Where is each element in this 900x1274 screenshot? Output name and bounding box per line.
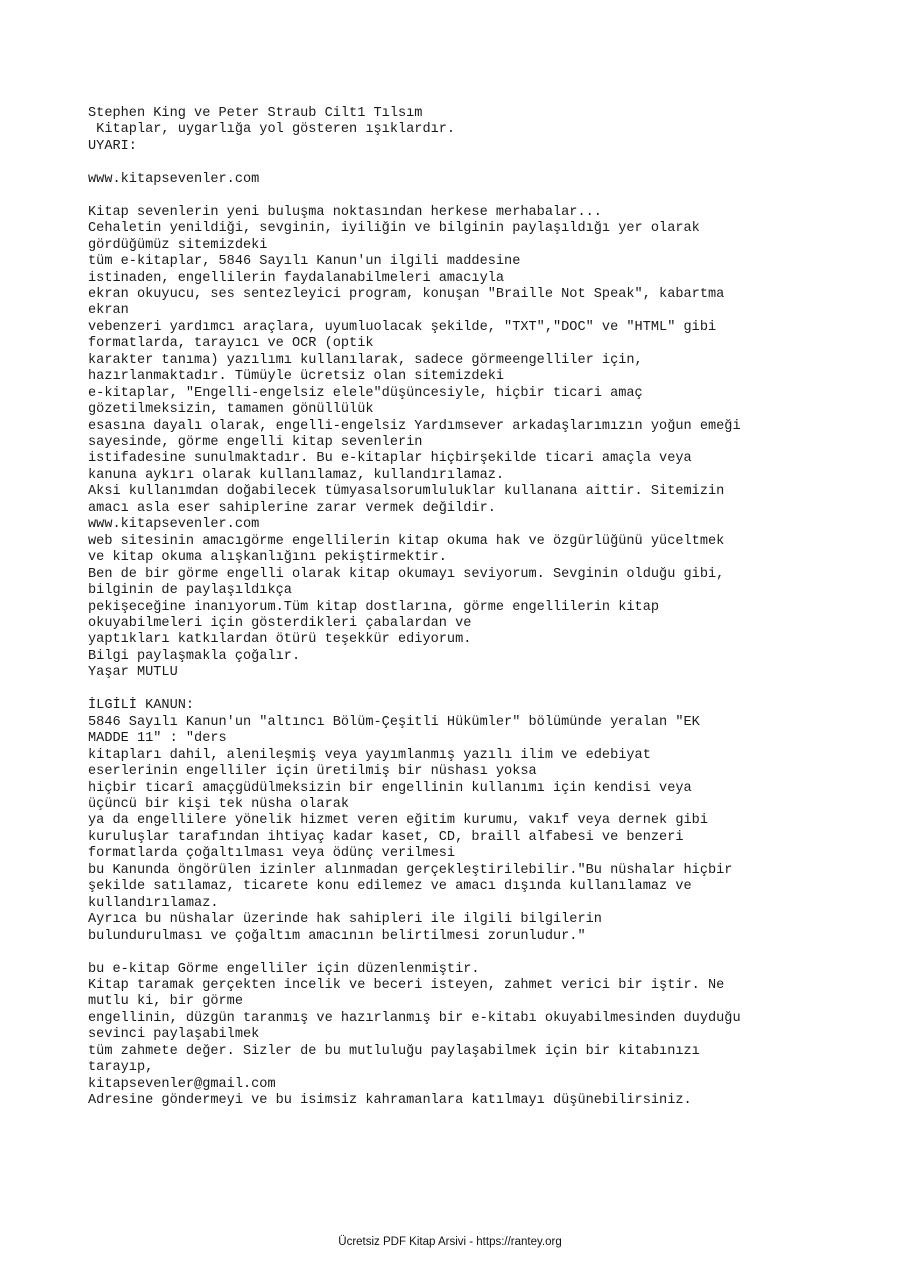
blank-line xyxy=(88,155,878,171)
text-line: İLGİLİ KANUN: xyxy=(88,698,195,714)
blank-line xyxy=(88,682,878,698)
text-line: 5846 Sayılı Kanun'un "altıncı Bölüm-Çeşitli Hükümler" bölümünde yeralan "EK xyxy=(88,714,700,730)
text-line: UYARI: xyxy=(88,138,137,154)
text-line: kitapsevenler@gmail.com xyxy=(88,1076,276,1092)
blank-line xyxy=(88,945,878,961)
text-line: şekilde satılamaz, ticarete konu edilemez ve amacı dışında kullanılamaz ve xyxy=(88,879,692,895)
text-line: karakter tanıma) yazılımı kullanılarak, sadece görmeengelliler için, xyxy=(88,352,643,368)
text-line: www.kitapsevenler.com xyxy=(88,171,260,187)
text-line: ekran xyxy=(88,303,129,319)
text-line: Adresine göndermeyi ve bu isimsiz kahramanlara katılmayı düşünebilirsiniz. xyxy=(88,1093,692,1109)
text-line: mutlu ki, bir görme xyxy=(88,994,243,1010)
text-line: esasına dayalı olarak, engelli-engelsiz Yardımsever arkadaşlarımızın yoğun emeği xyxy=(88,418,741,434)
text-line: Bilgi paylaşmakla çoğalır. xyxy=(88,648,301,664)
text-line: yaptıkları katkılardan ötürü teşekkür ediyorum. xyxy=(88,632,472,648)
text-line: kitapları dahil, alenileşmiş veya yayımlanmış yazılı ilim ve edebiyat xyxy=(88,747,651,763)
text-line: okuyabilmeleri için gösterdikleri çabalardan ve xyxy=(88,616,472,632)
text-line: sayesinde, görme engelli kitap sevenlerin xyxy=(88,435,423,451)
text-line: Yaşar MUTLU xyxy=(88,665,178,681)
text-line: eserlerinin engelliler için üretilmiş bir nüshası yoksa xyxy=(88,764,537,780)
text-line: hazırlanmaktadır. Tümüyle ücretsiz olan sitemizdeki xyxy=(88,369,505,385)
text-line: istinaden, engellilerin faydalanabilmeleri amacıyla xyxy=(88,270,505,286)
text-line: engellinin, düzgün taranmış ve hazırlanmış bir e-kitabı okuyabilmesinden duyduğu xyxy=(88,1010,741,1026)
text-line: hiçbir ticarî amaçgüdülmeksizin bir engellinin kullanımı için kendisi veya xyxy=(88,780,692,796)
blank-line xyxy=(88,188,878,204)
text-line: kanuna aykırı olarak kullanılamaz, kullandırılamaz. xyxy=(88,467,505,483)
text-line: formatlarda, tarayıcı ve OCR (optik xyxy=(88,336,374,352)
text-line: gördüğümüz sitemizdeki xyxy=(88,237,268,253)
text-line: e-kitaplar, "Engelli-engelsiz elele"düşüncesiyle, hiçbir ticari amaç xyxy=(88,385,643,401)
text-line: ya da engellilere yönelik hizmet veren eğitim kurumu, vakıf veya dernek gibi xyxy=(88,813,708,829)
text-line: Kitap taramak gerçekten incelik ve beceri isteyen, zahmet verici bir iştir. Ne xyxy=(88,977,725,993)
document-body xyxy=(88,106,878,1110)
text-line: tüm e-kitaplar, 5846 Sayılı Kanun'un ilgili maddesine xyxy=(88,254,521,270)
text-line: bilginin de paylaşıldıkça xyxy=(88,583,292,599)
text-line: kuruluşlar tarafından ihtiyaç kadar kaset, CD, braill alfabesi ve benzeri xyxy=(88,829,684,845)
text-line: Kitaplar, uygarlığa yol gösteren ışıklardır. xyxy=(88,122,456,138)
text-line: MADDE 11" : "ders xyxy=(88,731,227,747)
text-line: Kitap sevenlerin yeni buluşma noktasından herkese merhabalar... xyxy=(88,204,602,220)
text-line: bu Kanunda öngörülen izinler alınmadan gerçekleştirilebilir."Bu nüshalar hiçbir xyxy=(88,862,733,878)
text-line: tüm zahmete değer. Sizler de bu mutluluğu paylaşabilmek için bir kitabınızı xyxy=(88,1043,700,1059)
text-line: ekran okuyucu, ses sentezleyici program, konuşan "Braille Not Speak", kabartma xyxy=(88,286,725,302)
text-line: pekişeceğine inanıyorum.Tüm kitap dostlarına, görme engellilerin kitap xyxy=(88,599,660,615)
text-line: amacı asla eser sahiplerine zarar vermek değildir. xyxy=(88,500,496,516)
text-line: web sitesinin amacıgörme engellilerin kitap okuma hak ve özgürlüğünü yüceltmek xyxy=(88,533,725,549)
text-line: Stephen King ve Peter Straub Cilt1 Tılsım xyxy=(88,106,423,121)
text-line: istifadesine sunulmaktadır. Bu e-kitaplar hiçbirşekilde ticari amaçla veya xyxy=(88,451,692,467)
text-line: Ayrıca bu nüshalar üzerinde hak sahipleri ile ilgili bilgilerin xyxy=(88,912,602,928)
text-line: formatlarda çoğaltılması veya ödünç verilmesi xyxy=(88,846,456,862)
text-line: üçüncü bir kişi tek nüsha olarak xyxy=(88,796,350,812)
text-line: Ben de bir görme engelli olarak kitap okumayı seviyorum. Sevginin olduğu gibi, xyxy=(88,566,725,582)
text-line: Aksi kullanımdan doğabilecek tümyasalsorumluluklar kullanana aittir. Sitemizin xyxy=(88,484,725,500)
text-line: sevinci paylaşabilmek xyxy=(88,1027,260,1043)
text-line: kullandırılamaz. xyxy=(88,895,219,911)
text-line: bulundurulması ve çoğaltım amacının belirtilmesi zorunludur." xyxy=(88,928,586,944)
text-line: vebenzeri yardımcı araçlara, uyumluolacak şekilde, "TXT","DOC" ve "HTML" gibi xyxy=(88,319,717,335)
text-line: bu e-kitap Görme engelliler için düzenlenmiştir. xyxy=(88,961,480,977)
page-footer: Ücretsiz PDF Kitap Arsivi - https://rantey.org xyxy=(338,1236,562,1248)
text-line: ve kitap okuma alışkanlığını pekiştirmektir. xyxy=(88,550,447,566)
text-line: gözetilmeksizin, tamamen gönüllülük xyxy=(88,402,374,418)
text-line: tarayıp, xyxy=(88,1060,154,1076)
text-line: www.kitapsevenler.com xyxy=(88,517,260,533)
text-line: Cehaletin yenildiği, sevginin, iyiliğin ve bilginin paylaşıldığı yer olarak xyxy=(88,221,700,237)
